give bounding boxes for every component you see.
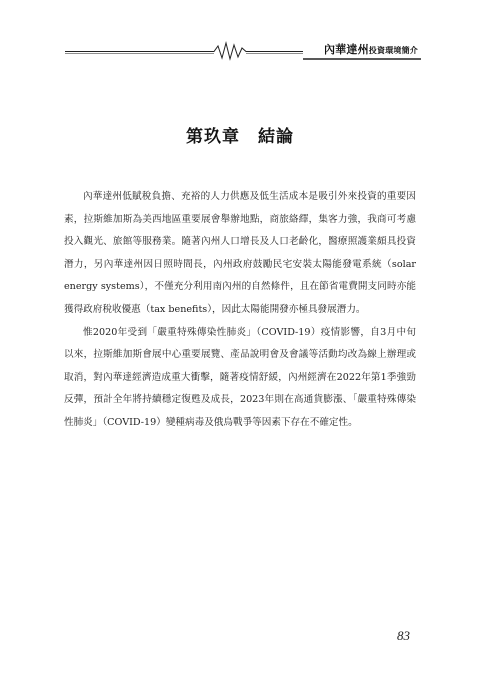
header-title-sub: 投資環境簡介 xyxy=(368,46,418,55)
header-title xyxy=(324,41,418,57)
chapter-name: 結論 xyxy=(258,127,294,147)
chapter-title xyxy=(0,122,480,147)
paragraph: 惟2020年受到「嚴重特殊傳染性肺炎」（COVID-19）疫情影響，自3月中旬以來，拉斯維加斯會展中心重要展覽、產品說明會及會議等活動均改為線上辦理或取消，對內華達經濟造成重大衝擊，隨著疫情舒緩，內州經濟在2022年第1季強勁反彈，預計全年將持續穩定復甦及成長，2023年則在高通貨膨漲、「嚴重特殊傳染性肺炎」（COVID-19）變種病毒及俄烏戰爭等因素下存在不確定性。 xyxy=(64,326,416,428)
header-title-main: 內華達州 xyxy=(323,43,369,56)
chapter-number: 第玖章 xyxy=(186,127,240,147)
running-header xyxy=(65,40,421,62)
paragraph: 內華達州低賦稅負擔、充裕的人力供應及低生活成本是吸引外來投資的重要因素，拉斯維加斯為美西地區重要展會舉辦地點，商旅絡繹，集客力強，我商可考慮投入觀光、旅館等服務業。隨著內州人口增長及人口老齡化，醫療照護業頗具投資潛力，另內華達州因日照時間長，內州政府鼓勵民宅安裝太陽能發電系統（solar energy systems），不僅充分利用南內州的自然條件，且在節省電費開支同時亦能獲得政府稅收優惠（tax benefits），因此太陽能開發亦極具發展潛力。 xyxy=(64,191,416,315)
page-number: 83 xyxy=(397,628,410,643)
body-text xyxy=(64,186,416,435)
